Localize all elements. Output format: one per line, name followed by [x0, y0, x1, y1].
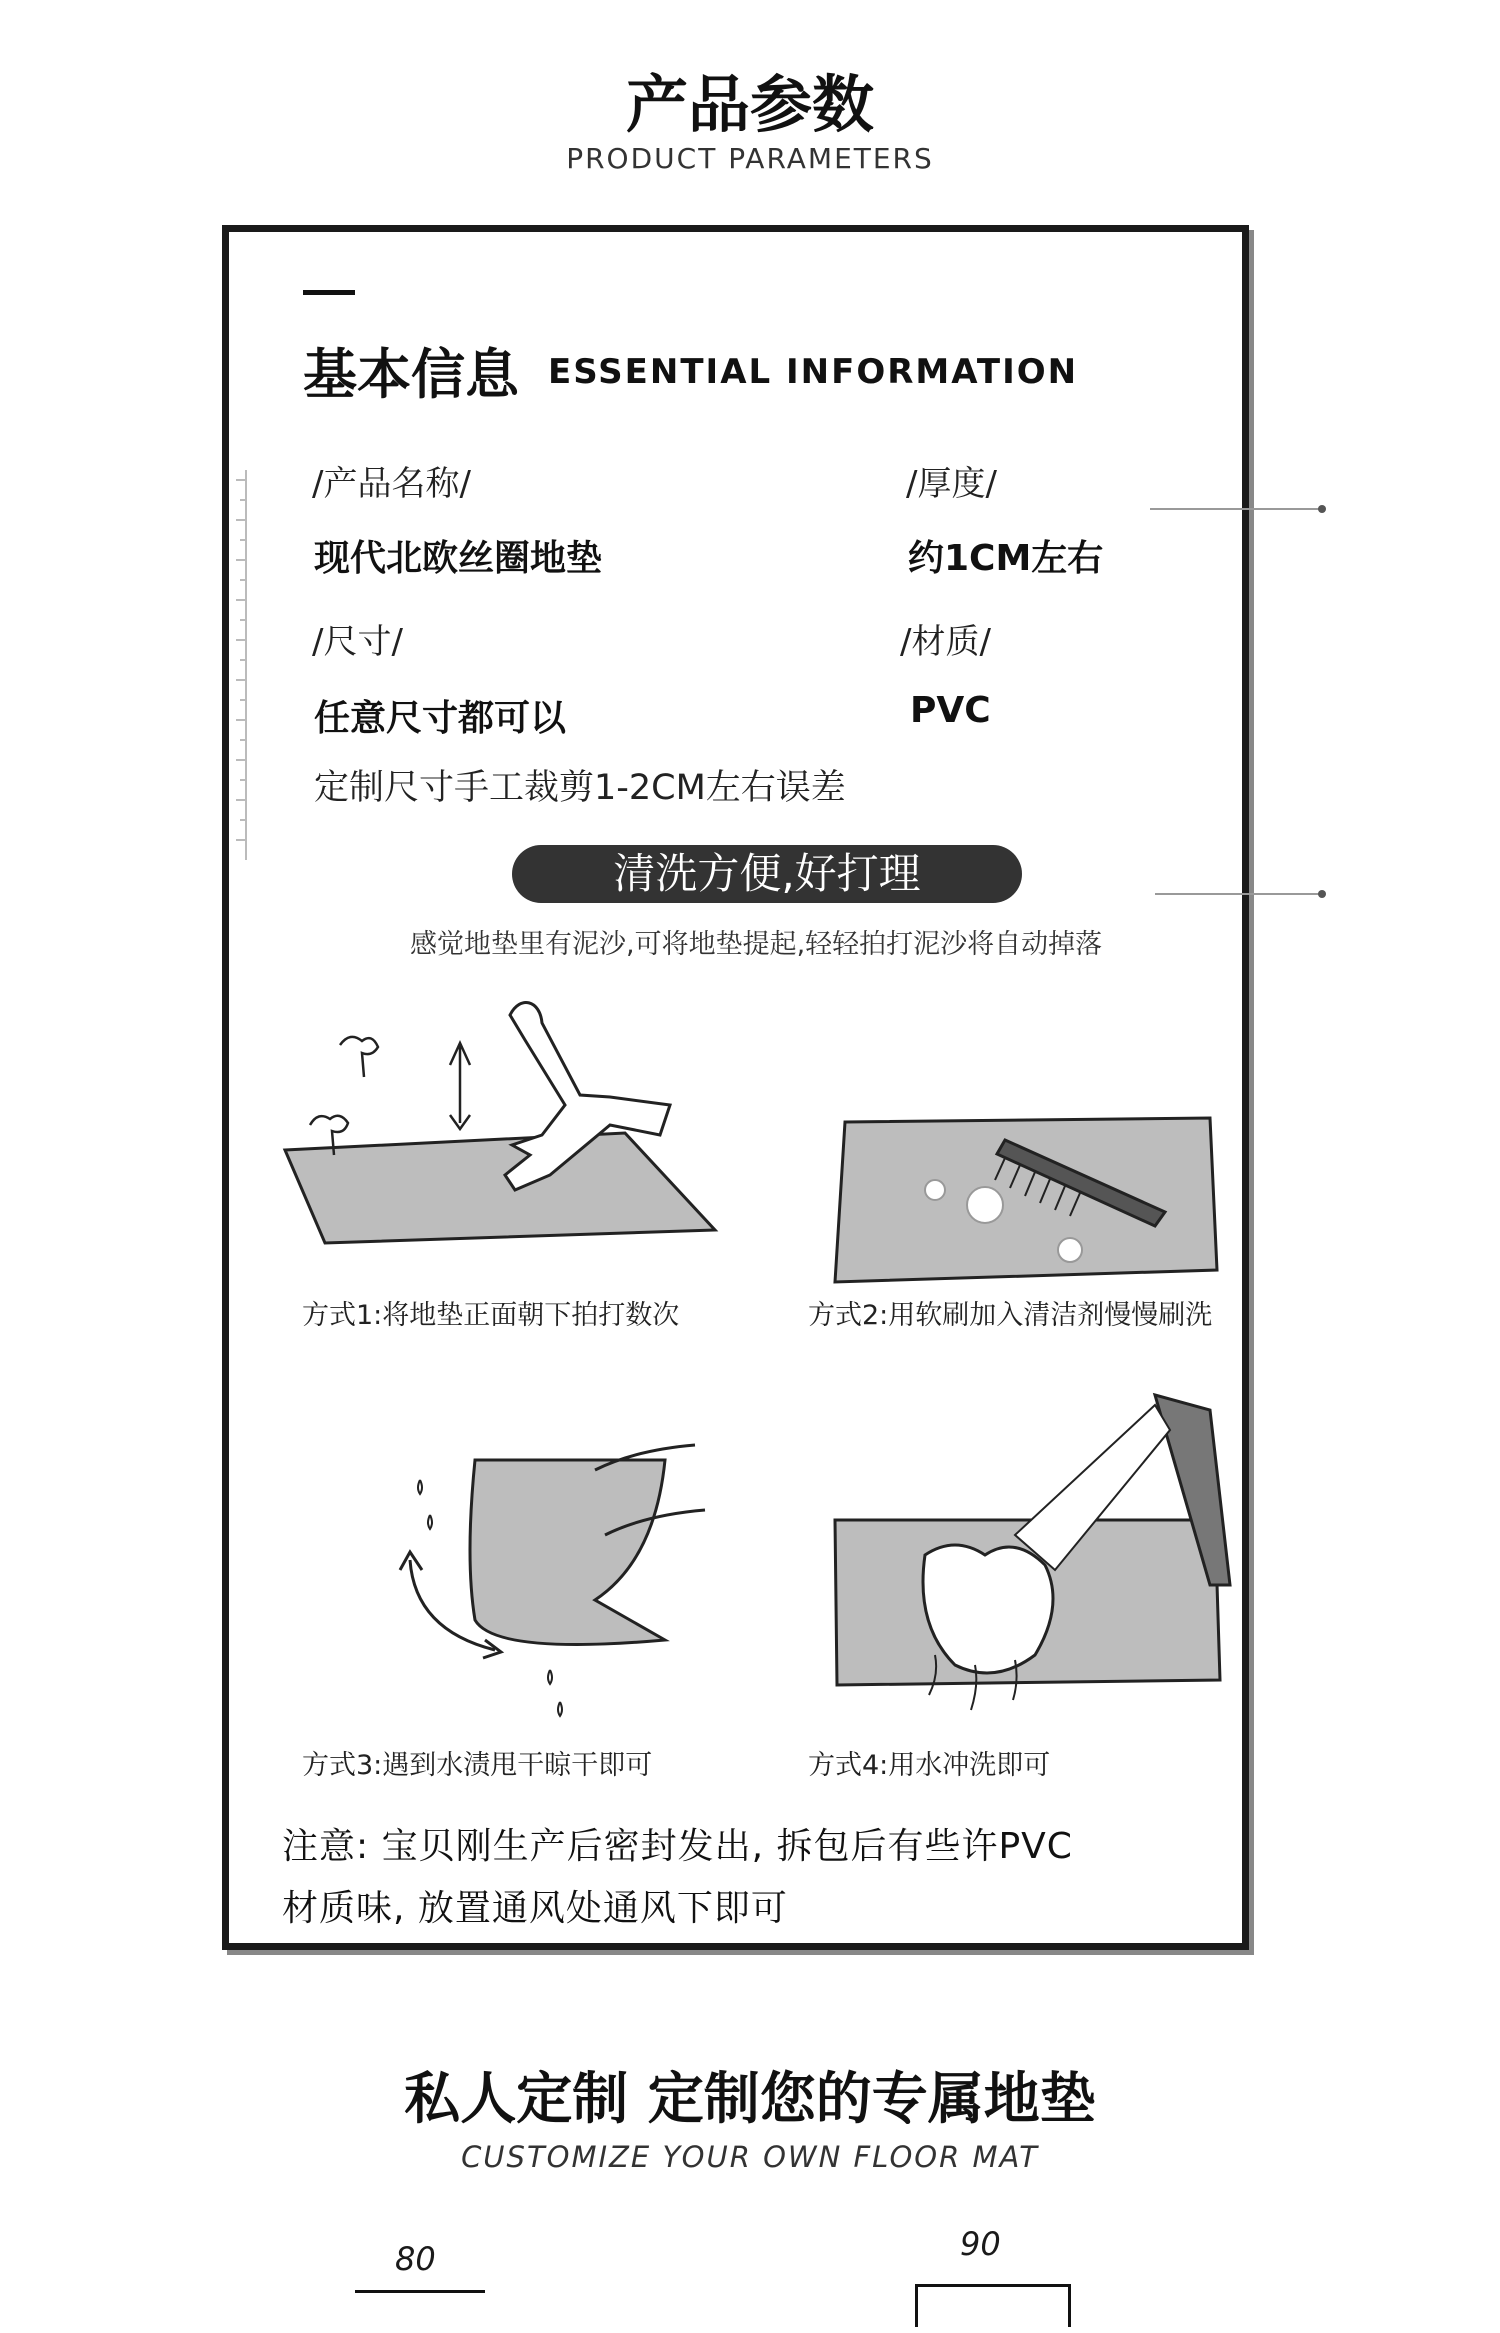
deco-line-top: [1150, 508, 1320, 510]
method3-caption: 方式3:遇到水渍甩干晾干即可: [302, 1750, 653, 1781]
material-value: PVC: [910, 690, 991, 731]
illustration-brush: [825, 1110, 1225, 1290]
method4-caption: 方式4:用水冲洗即可: [808, 1750, 1051, 1781]
thickness-label: /厚度/: [906, 464, 997, 504]
size-label-a: 80: [395, 2240, 436, 2278]
note-line-1: 注意: 宝贝刚生产后密封发出, 拆包后有些许PVC: [282, 1826, 1073, 1867]
illustration-shower: [825, 1385, 1245, 1730]
custom-subtitle: CUSTOMIZE YOUR OWN FLOOR MAT: [461, 2140, 1039, 2174]
basic-info-heading-en: ESSENTIAL INFORMATION: [548, 352, 1079, 392]
page-subtitle: PRODUCT PARAMETERS: [566, 142, 934, 175]
page-title: 产品参数: [625, 68, 874, 141]
method1-caption: 方式1:将地垫正面朝下拍打数次: [302, 1300, 680, 1331]
size-frame-b: [915, 2284, 1071, 2327]
size-value: 任意尺寸都可以: [314, 698, 567, 739]
deco-dot-bottom: [1318, 890, 1326, 898]
heading-dash: [303, 290, 355, 295]
product-name-value: 现代北欧丝圈地垫: [314, 538, 603, 579]
method2-caption: 方式2:用软刷加入清洁剂慢慢刷洗: [808, 1300, 1213, 1331]
illustration-shake: [395, 1440, 725, 1725]
cleaning-banner: 清洗方便,好打理: [512, 845, 1022, 903]
product-name-label: /产品名称/: [312, 464, 471, 504]
ruler-decoration: [232, 470, 252, 860]
note-line-2: 材质味, 放置通风处通风下即可: [282, 1888, 788, 1929]
illustration-pat-mat: [280, 985, 730, 1255]
thickness-value: 约1CM左右: [908, 538, 1104, 579]
size-label: /尺寸/: [312, 622, 403, 662]
cleaning-subtitle: 感觉地垫里有泥沙,可将地垫提起,轻轻拍打泥沙将自动掉落: [410, 929, 1103, 960]
custom-title: 私人定制 定制您的专属地垫: [404, 2067, 1096, 2132]
basic-info-heading: 基本信息: [303, 343, 519, 406]
deco-dot-top: [1318, 505, 1326, 513]
size-label-b: 90: [960, 2225, 1001, 2263]
size-frame-a: [355, 2290, 485, 2333]
deco-line-bottom: [1155, 893, 1320, 895]
size-note: 定制尺寸手工裁剪1-2CM左右误差: [314, 768, 846, 808]
material-label: /材质/: [900, 622, 991, 662]
